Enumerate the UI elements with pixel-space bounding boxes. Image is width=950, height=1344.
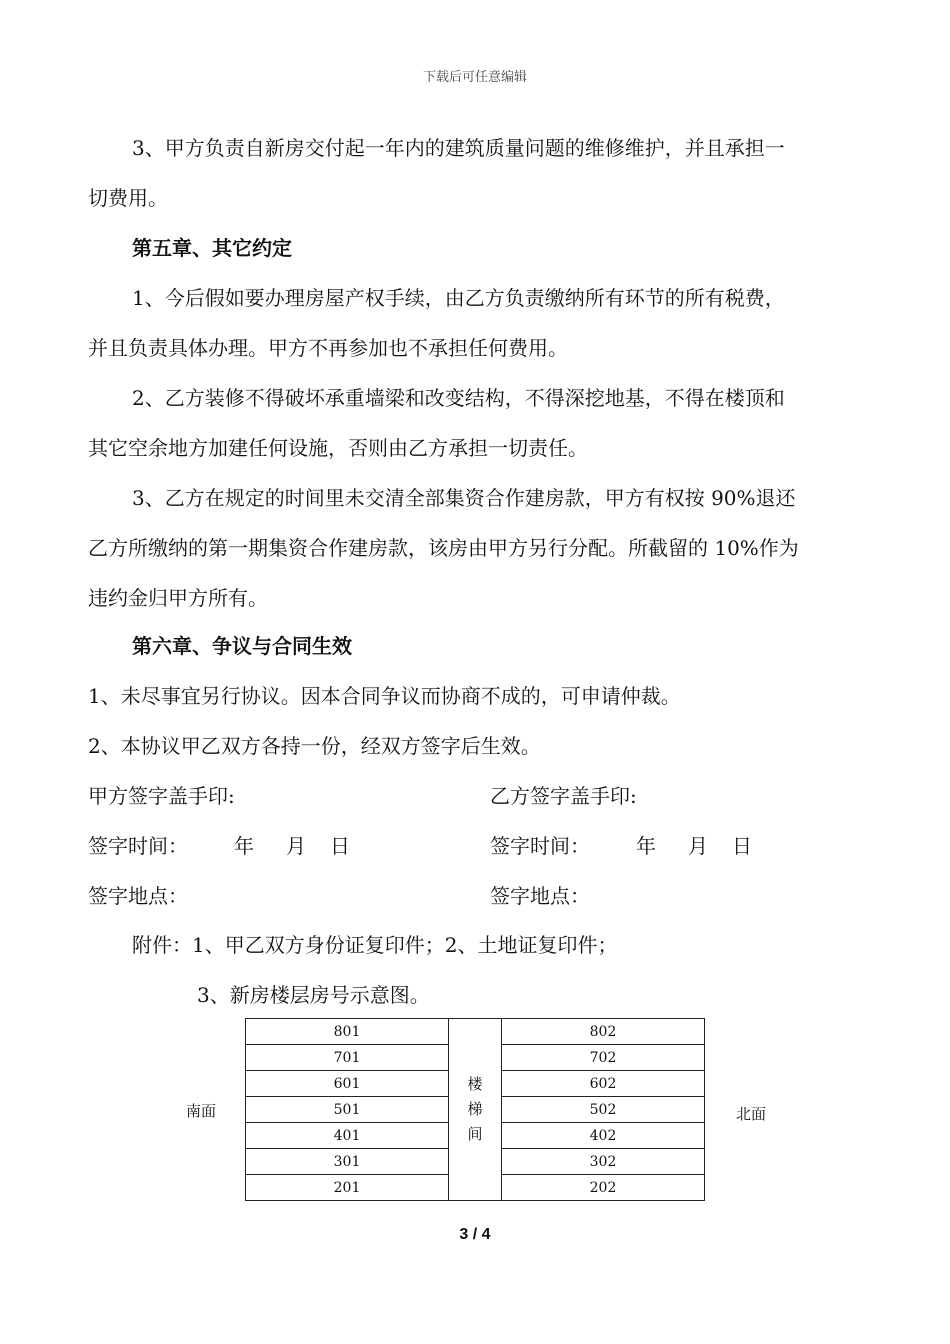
year-label: 年: [234, 834, 254, 858]
sign-time-label: 签字时间：: [490, 834, 590, 858]
party-a-sign-time: [88, 834, 350, 858]
chapter-heading: 第五章、其它约定: [132, 236, 292, 260]
north-label: 北面: [736, 1105, 767, 1123]
north-room-cell: 802: [502, 1019, 705, 1045]
party-b-sign-place: 签字地点：: [490, 884, 590, 908]
party-a-sign-place: 签字地点：: [88, 884, 188, 908]
sign-time-label: 签字时间：: [88, 834, 188, 858]
south-room-cell: 501: [246, 1097, 449, 1123]
month-label: 月: [688, 834, 708, 858]
page-number: 3 / 4: [459, 1226, 491, 1243]
clause-line: 乙方所缴纳的第一期集资合作建房款，该房由甲方另行分配。所截留的 10%作为: [88, 536, 799, 560]
south-room-cell: 601: [246, 1071, 449, 1097]
south-room-cell: 201: [246, 1175, 449, 1201]
party-b-sign-time: [490, 834, 752, 858]
north-room-cell: 202: [502, 1175, 705, 1201]
floor-plan-table: [245, 1018, 705, 1201]
chapter-heading: 第六章、争议与合同生效: [132, 634, 352, 658]
clause-line: 1、未尽事宜另行协议。因本合同争议而协商不成的，可申请仲裁。: [88, 684, 681, 708]
header-note: 下载后可任意编辑: [422, 70, 527, 85]
south-room-cell: 401: [246, 1123, 449, 1149]
south-room-cell: 301: [246, 1149, 449, 1175]
clause-line: 并且负责具体办理。甲方不再参加也不承担任何费用。: [88, 336, 568, 360]
south-room-cell: 801: [246, 1019, 449, 1045]
clause-line: 其它空余地方加建任何设施，否则由乙方承担一切责任。: [88, 436, 588, 460]
clause-line: 2、乙方装修不得破坏承重墙梁和改变结构，不得深挖地基，不得在楼顶和: [132, 386, 785, 410]
south-room-cell: 701: [246, 1045, 449, 1071]
clause-line: 3、乙方在规定的时间里未交清全部集资合作建房款，甲方有权按 90%退还: [132, 486, 796, 510]
south-label: 南面: [186, 1102, 217, 1120]
north-room-cell: 402: [502, 1123, 705, 1149]
clause-line: 切费用。: [88, 186, 168, 210]
north-room-cell: 702: [502, 1045, 705, 1071]
attachments-line: 附件：1、甲乙双方身份证复印件；2、土地证复印件；: [132, 933, 618, 957]
attachments-line: 3、新房楼层房号示意图。: [197, 983, 430, 1007]
stair-char: 梯: [467, 1100, 483, 1118]
day-label: 日: [732, 834, 752, 858]
stair-char: 间: [467, 1125, 483, 1143]
clause-line: 1、今后假如要办理房屋产权手续，由乙方负责缴纳所有环节的所有税费，: [132, 286, 785, 310]
table-row: [246, 1019, 705, 1045]
clause-line: 3、甲方负责自新房交付起一年内的建筑质量问题的维修维护，并且承担一: [132, 136, 785, 160]
day-label: 日: [330, 834, 350, 858]
north-room-cell: 502: [502, 1097, 705, 1123]
stairwell-cell: [449, 1019, 502, 1201]
year-label: 年: [636, 834, 656, 858]
month-label: 月: [286, 834, 306, 858]
stair-char: 楼: [467, 1075, 483, 1093]
north-room-cell: 302: [502, 1149, 705, 1175]
north-room-cell: 602: [502, 1071, 705, 1097]
party-a-sign-label: 甲方签字盖手印:: [88, 784, 235, 808]
clause-line: 违约金归甲方所有。: [88, 586, 268, 610]
clause-line: 2、本协议甲乙双方各持一份，经双方签字后生效。: [88, 734, 541, 758]
party-b-sign-label: 乙方签字盖手印:: [490, 784, 637, 808]
